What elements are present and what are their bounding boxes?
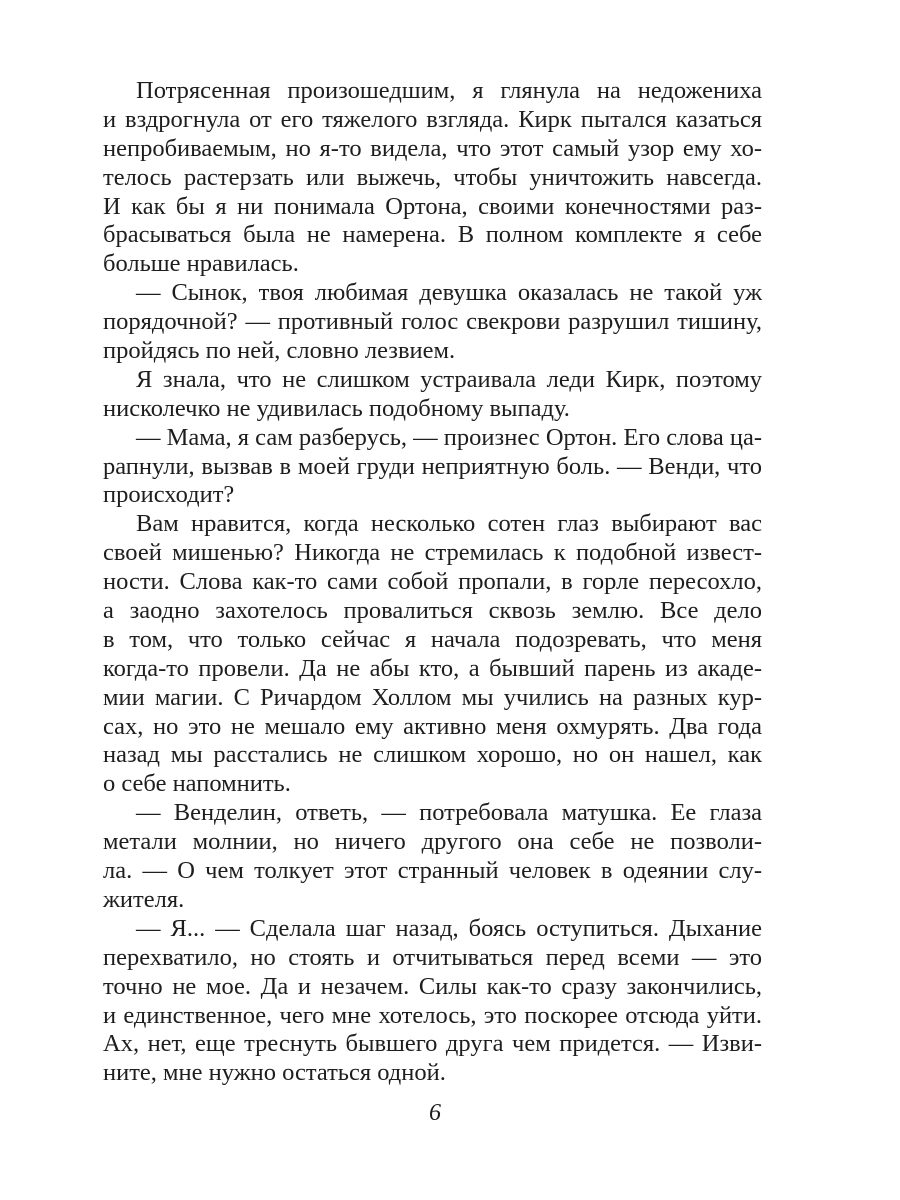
text-line: больше нравилась. [103,250,299,278]
text-line: — Сынок, твоя любимая девушка оказалась не такой уж [136,279,762,307]
text-line: порядочной? — противный голос свекрови разрушил тишину, [103,308,762,336]
text-line: Ах, нет, еще треснуть бывшего друга чем придется. — Изви- [103,1030,762,1058]
text-line: ности. Слова как-то сами собой пропали, в горле пересохло, [103,568,762,596]
text-line: непробиваемым, но я-то видела, что этот самый узор ему хо- [103,134,762,162]
text-line: о себе напомнить. [103,770,291,798]
text-line: — Венделин, ответь, — потребовала матушка. Ее глаза [136,799,762,827]
text-line: сах, но это не мешало ему активно меня охмурять. Два года [103,712,762,740]
paragraph [103,366,762,424]
paragraph [103,424,762,511]
text-line: метали молнии, но ничего другого она себе не позволи- [103,828,762,856]
text-line: ла. — О чем толкует этот странный человек в одеянии слу- [103,857,762,885]
paragraph [103,77,762,279]
paragraph [103,915,762,1088]
text-line: Вам нравится, когда несколько сотен глаз выбирают вас [136,510,762,538]
text-line: когда-то провели. Да не абы кто, а бывший парень из акаде- [103,654,762,682]
paragraph [103,279,762,366]
text-line: Я знала, что не слишком устраивала леди Кирк, поэтому [136,365,762,393]
text-line: происходит? [103,481,235,509]
text-line: и единственное, чего мне хотелось, это поскорее отсюда уйти. [103,1001,762,1029]
paragraph [103,799,762,915]
text-line: в том, что только сейчас я начала подозревать, что меня [103,625,762,653]
text-line: ните, мне нужно остаться одной. [103,1059,446,1087]
text-line: брасываться была не намерена. В полном комплекте я себе [103,221,762,249]
text-line: а заодно захотелось провалиться сквозь землю. Все дело [103,597,762,625]
paragraph [103,510,762,799]
text-line: перехватило, но стоять и отчитываться перед всеми — это [103,943,762,971]
text-line: — Я... — Сделала шаг назад, боясь оступиться. Дыхание [136,914,762,942]
text-line: телось растерзать или выжечь, чтобы уничтожить навсегда. [103,163,762,191]
text-line: назад мы расстались не слишком хорошо, но он нашел, как [103,741,762,769]
text-line: точно не мое. Да и незачем. Силы как-то сразу закончились, [103,972,762,1000]
text-line: нисколечко не удивилась подобному выпаду. [103,394,570,422]
text-line: И как бы я ни понимала Ортона, своими конечностями раз- [103,192,762,220]
page-body-text [103,77,762,1088]
text-line: Потрясенная произошедшим, я глянула на недожениха [136,77,762,104]
text-line: своей мишенью? Никогда не стремилась к подобной извест- [103,539,762,567]
page-number: 6 [429,1100,441,1126]
text-line: и вздрогнула от его тяжелого взгляда. Кирк пытался казаться [103,105,762,133]
text-line: рапнули, вызвав в моей груди неприятную боль. — Венди, что [103,452,762,480]
text-line: пройдясь по ней, словно лезвием. [103,337,456,365]
text-line: — Мама, я сам разберусь, — произнес Ортон. Его слова ца- [136,423,762,451]
text-line: жителя. [103,885,185,913]
text-line: мии магии. С Ричардом Холлом мы учились на разных кур- [103,683,762,711]
